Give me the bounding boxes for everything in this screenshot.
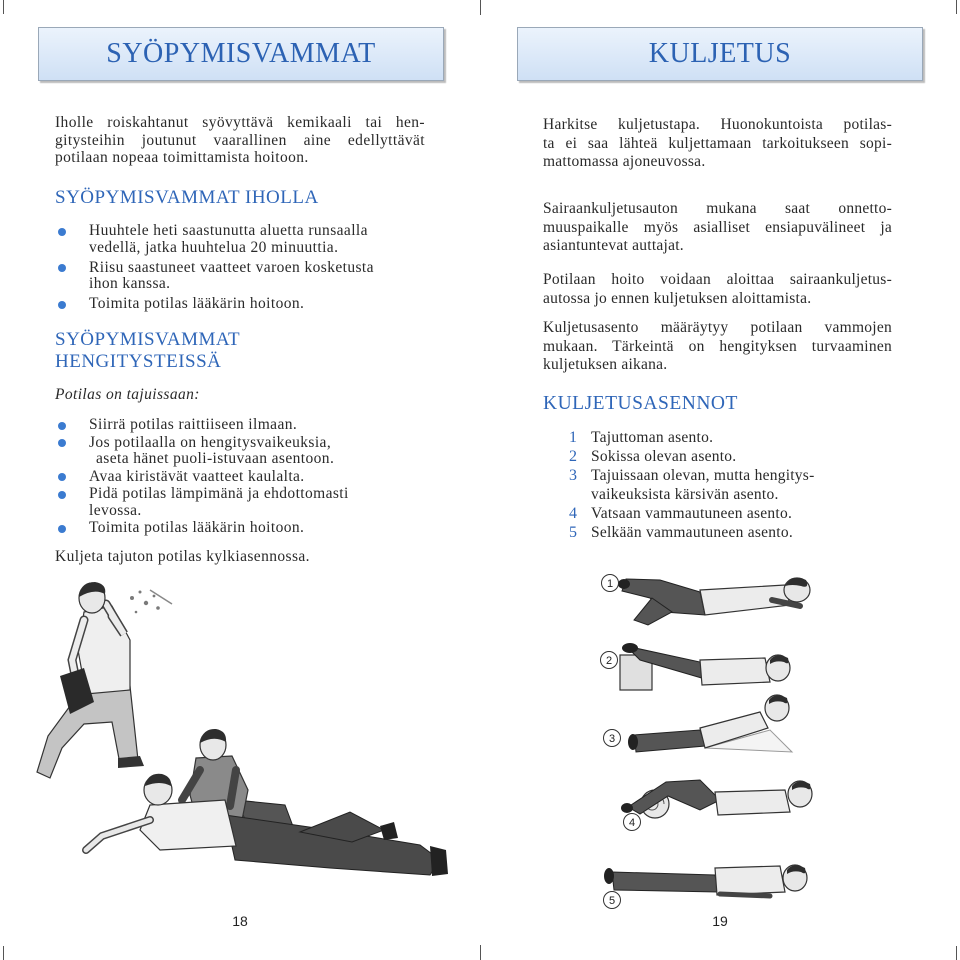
bullet-icon <box>58 473 66 481</box>
bullet-list <box>55 417 445 538</box>
bullet-icon <box>58 301 66 309</box>
paragraph <box>543 200 892 256</box>
illustration-chemical-injury <box>30 565 460 885</box>
trousers <box>634 730 705 752</box>
splash-drop <box>130 596 134 600</box>
paragraph-line: mukaan. Tärkeintä on hengityksen turvaaminen <box>543 337 892 355</box>
paragraph-line: Kuljetusasento määräytyy potilaan vammojen <box>543 319 892 336</box>
splash-drop <box>156 606 160 610</box>
bullet-icon <box>58 439 66 447</box>
figure-position-1 <box>618 578 810 625</box>
list-item <box>55 260 445 293</box>
list-item-line: Toimita potilas lääkärin hoitoon. <box>89 295 305 312</box>
list-item-line: Toimita potilas lääkärin hoitoon. <box>89 519 305 536</box>
list-item-line: Tajuttoman asento. <box>591 429 714 446</box>
paragraph-line: gitysteihin joutunut vaarallinen aine edellyttävät <box>55 131 425 149</box>
page-header <box>517 27 923 81</box>
bullet-list <box>55 223 445 316</box>
right-page <box>480 0 960 960</box>
list-number: 3 <box>569 467 578 484</box>
page-header <box>38 27 444 81</box>
shoe <box>118 756 144 768</box>
circled-number-icon <box>604 892 621 909</box>
circled-number-icon <box>624 814 641 831</box>
figure-position-3 <box>628 695 792 752</box>
list-item-line: Avaa kiristävät vaatteet kaulalta. <box>89 467 305 485</box>
figure-position-5 <box>604 865 807 896</box>
shoe <box>622 643 638 653</box>
circled-number-icon <box>604 730 621 747</box>
bullet-icon <box>58 228 66 236</box>
chemical-splash <box>130 590 172 613</box>
figure-position-4 <box>621 780 812 818</box>
paragraph-line: Sairaankuljetusauton mukana saat onnetto- <box>543 200 892 217</box>
list-number: 1 <box>569 429 578 446</box>
section-heading-line: HENGITYSTEISSÄ <box>55 351 222 372</box>
page-header-title: KULJETUS <box>648 38 792 69</box>
list-item-line: ihon kanssa. <box>89 275 171 292</box>
torso <box>140 800 236 850</box>
figure-position-2 <box>620 643 790 690</box>
list-item <box>55 486 445 519</box>
list-item <box>569 447 909 466</box>
paragraph-line: Potilaan hoito voidaan aloittaa sairaankuljetus- <box>543 271 892 288</box>
splash-drop <box>153 595 156 598</box>
numbered-list <box>569 428 909 542</box>
list-item <box>55 469 445 486</box>
list-item <box>569 504 909 523</box>
list-item <box>55 435 445 468</box>
bullet-icon <box>58 422 66 430</box>
trousers <box>612 872 718 892</box>
splash-drop <box>135 611 138 614</box>
list-item <box>55 520 445 537</box>
closing-line: Kuljeta tajuton potilas kylkiasennossa. <box>55 548 310 565</box>
splash-drop <box>139 591 142 594</box>
illustration-transport-positions <box>580 565 880 915</box>
illustration-label: 3 <box>608 733 616 745</box>
paragraph-line: asiantuntevat auttajat. <box>543 237 684 254</box>
shoe <box>618 579 630 589</box>
illustration-label: 4 <box>628 817 636 829</box>
illustration-label: 2 <box>605 655 613 667</box>
bullet-icon <box>58 264 66 272</box>
list-item-line: Huuhtele heti saastunutta aluetta runsaalla <box>89 222 368 239</box>
list-item <box>569 466 909 504</box>
list-item-line: Selkään vammautuneen asento. <box>591 524 793 541</box>
trousers <box>628 780 720 814</box>
illustration-label: 5 <box>608 895 616 907</box>
list-number: 4 <box>569 505 578 522</box>
list-item-line: Riisu saastuneet vaatteet varoen kosketusta <box>89 258 374 276</box>
torso <box>700 658 770 685</box>
list-item-line: aseta hänet puoli-istuvaan asentoon. <box>96 450 335 467</box>
list-item-line: vaikeuksista kärsivän asento. <box>591 486 779 503</box>
illustration-label: 1 <box>606 578 614 590</box>
paragraph-line: Iholle roiskahtanut syövyttävä kemikaali tai hen- <box>55 114 425 131</box>
paragraph-line: autossa jo ennen kuljetuksen aloittamista. <box>543 289 812 307</box>
bullet-icon <box>58 525 66 533</box>
shoe <box>628 734 638 750</box>
intro-paragraph <box>55 114 425 167</box>
list-item <box>55 296 445 313</box>
arm <box>720 894 770 896</box>
shoe <box>604 868 614 884</box>
list-item-line: levossa. <box>89 501 142 519</box>
paragraph <box>543 319 892 375</box>
list-item <box>55 417 445 434</box>
list-item-line: Pidä potilas lämpimänä ja ehdottomasti <box>89 485 349 502</box>
list-item-line: Vatsaan vammautuneen asento. <box>591 505 793 522</box>
paragraph-line: ta ei saa lähteä kuljettamaan tarkoitukseen sopi- <box>543 134 892 152</box>
page-header-title: SYÖPYMISVAMMAT <box>106 38 376 69</box>
section-heading-line: SYÖPYMISVAMMAT <box>55 329 241 350</box>
paragraph-line: muuspaikalle myös asialliset ensiapuvälineet ja <box>543 218 892 236</box>
list-number: 5 <box>569 524 578 541</box>
list-item-line: Siirrä potilas raittiiseen ilmaan. <box>89 416 298 433</box>
list-item-line: Jos potilaalla on hengitysvaikeuksia, <box>89 433 332 451</box>
list-item-line: Sokissa olevan asento. <box>591 448 737 465</box>
figure-lying-patient <box>86 774 448 876</box>
circled-number-icon <box>601 652 618 669</box>
shoe <box>621 803 633 813</box>
list-item <box>55 223 445 256</box>
circled-number-icon <box>602 575 619 592</box>
torso <box>715 866 785 895</box>
list-item <box>569 523 909 542</box>
paragraph-line: Harkitse kuljetustapa. Huonokuntoista potilas- <box>543 116 892 133</box>
paragraph-line: mattomassa ajoneuvossa. <box>543 153 706 170</box>
figure-standing-man <box>37 582 144 778</box>
list-item-line: vedellä, jatka huuhtelua 20 minuuttia. <box>89 238 339 256</box>
splash-drop <box>144 601 148 605</box>
paragraph <box>543 271 892 308</box>
page-number: 19 <box>712 913 728 929</box>
paragraph-line: kuljetuksen aikana. <box>543 356 668 373</box>
section-heading <box>55 329 240 373</box>
list-item <box>569 428 909 447</box>
list-item-line: Tajuissaan olevan, mutta hengitys- <box>591 467 815 484</box>
list-number: 2 <box>569 448 578 465</box>
page-number: 18 <box>232 913 248 929</box>
torso <box>715 790 790 815</box>
bullet-icon <box>58 491 66 499</box>
subheading: Potilas on tajuissaan: <box>55 386 200 403</box>
section-heading: KULJETUSASENNOT <box>543 393 738 414</box>
shoe <box>430 846 448 876</box>
shoe <box>380 822 398 840</box>
paragraph-line: potilaan nopeaa toimittamista hoitoon. <box>55 149 309 166</box>
section-heading: SYÖPYMISVAMMAT IHOLLA <box>55 187 319 208</box>
paragraph <box>543 116 892 172</box>
